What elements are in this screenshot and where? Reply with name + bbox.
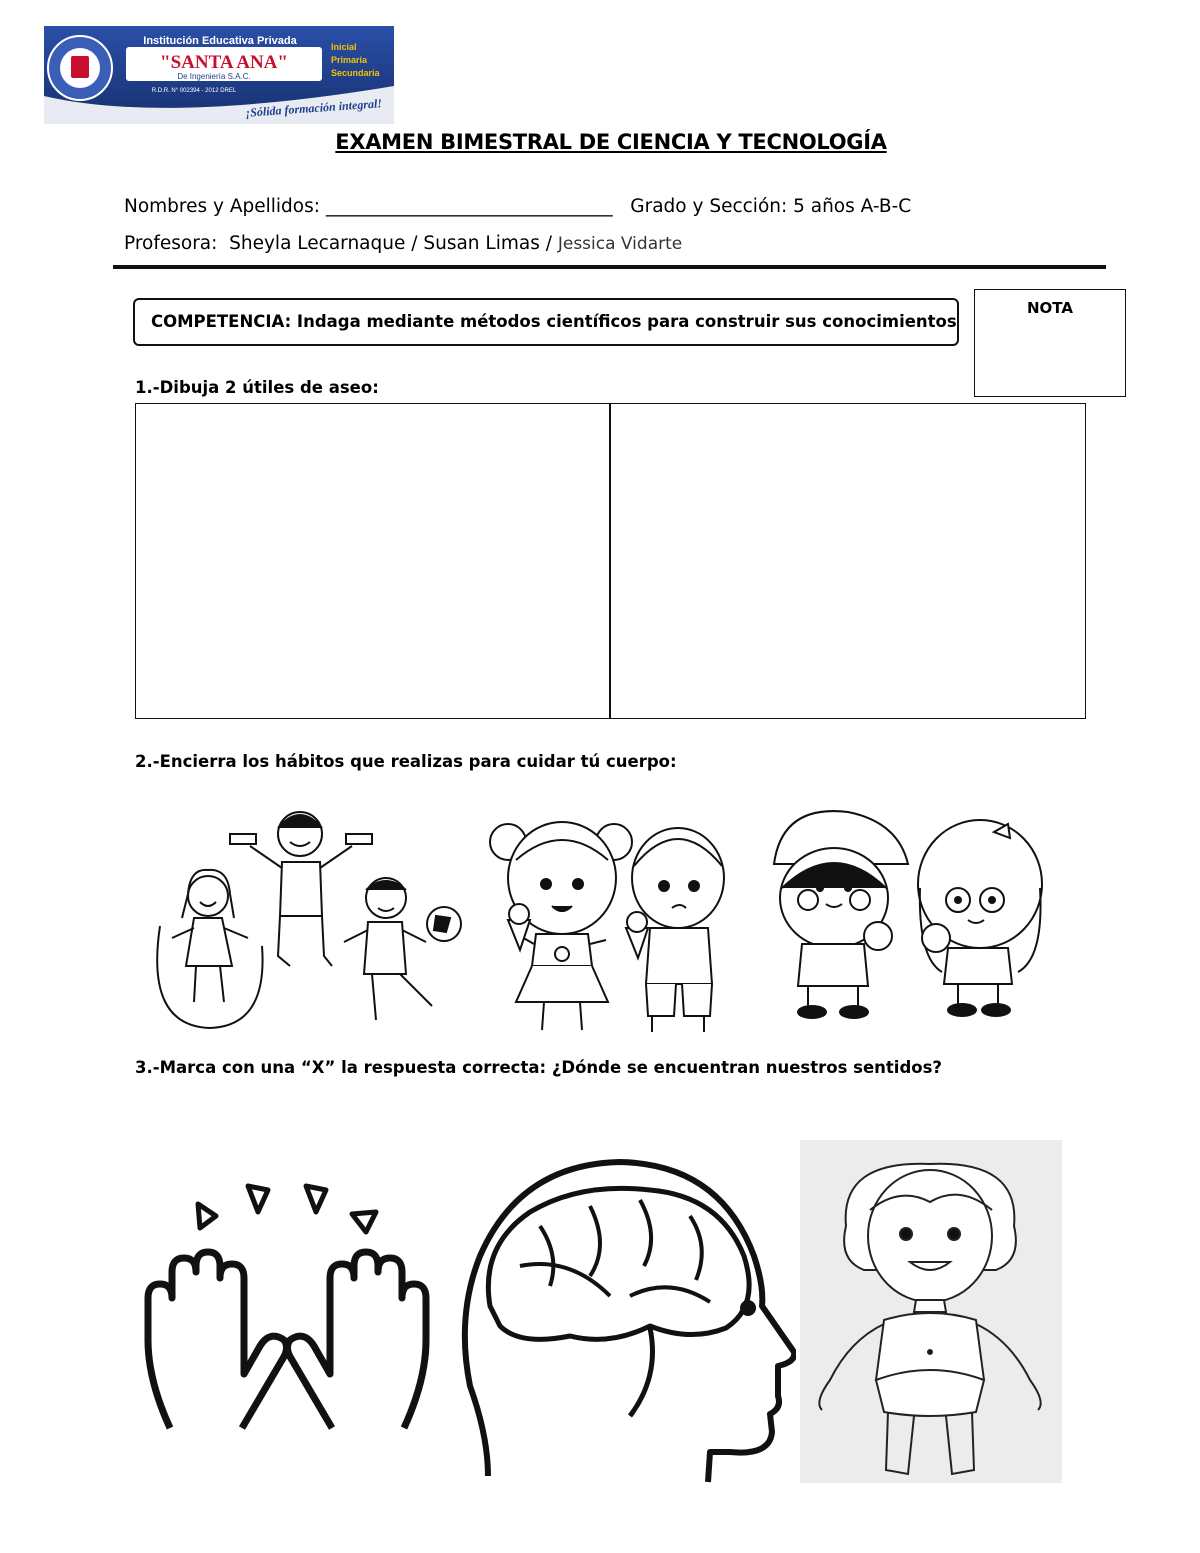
teacher-label: Profesora: Sheyla Lecarnaque / Susan Limas /	[124, 233, 558, 254]
logo-subname: De Ingeniería S.A.C.	[177, 72, 251, 81]
fruit-kids-illustration[interactable]	[768, 808, 1050, 1020]
student-name-blank: _______________________________	[325, 196, 613, 217]
logo-resolution: R.D.R. N° 002394 - 2012 DREL	[151, 88, 237, 94]
exercise-kids-illustration[interactable]	[150, 806, 466, 1034]
school-logo	[44, 26, 394, 124]
student-info-line	[124, 196, 911, 217]
grade-section-label: Grado y Sección: 5 años A-B-C	[630, 196, 912, 217]
competencia-label: COMPETENCIA:	[151, 312, 292, 331]
drawing-box-1[interactable]	[135, 403, 611, 719]
question-3: 3.-Marca con una “X” la respuesta correcta: ¿Dónde se encuentran nuestros sentidos?	[135, 1058, 943, 1077]
brain-option[interactable]	[460, 1156, 796, 1484]
child-body-option[interactable]	[800, 1140, 1062, 1483]
grade-label: NOTA	[1027, 299, 1073, 317]
header-divider	[113, 265, 1106, 269]
logo-institution: Institución Educativa Privada	[143, 35, 297, 47]
competencia-box	[133, 298, 959, 346]
teacher-line	[124, 233, 682, 254]
student-name-label: Nombres y Apellidos:	[124, 196, 326, 217]
hands-option[interactable]	[140, 1180, 434, 1436]
drawing-box-2[interactable]	[609, 403, 1086, 719]
competencia-text: Indaga mediante métodos científicos para construir sus conocimientos	[291, 312, 957, 331]
exam-title: EXAMEN BIMESTRAL DE CIENCIA Y TECNOLOGÍA	[335, 130, 887, 154]
logo-level-3: Secundaria	[331, 68, 380, 78]
logo-level-1: Inicial	[331, 42, 357, 52]
logo-name: "SANTA ANA"	[160, 52, 288, 73]
teacher-extra: Jessica Vidarte	[557, 234, 683, 254]
logo-slogan: ¡Sólida formación integral!	[245, 96, 383, 120]
question-2: 2.-Encierra los hábitos que realizas para cuidar tú cuerpo:	[135, 752, 677, 771]
logo-level-2: Primaria	[331, 55, 368, 65]
question-1: 1.-Dibuja 2 útiles de aseo:	[135, 378, 379, 397]
ice-cream-kids-illustration[interactable]	[486, 816, 738, 1042]
